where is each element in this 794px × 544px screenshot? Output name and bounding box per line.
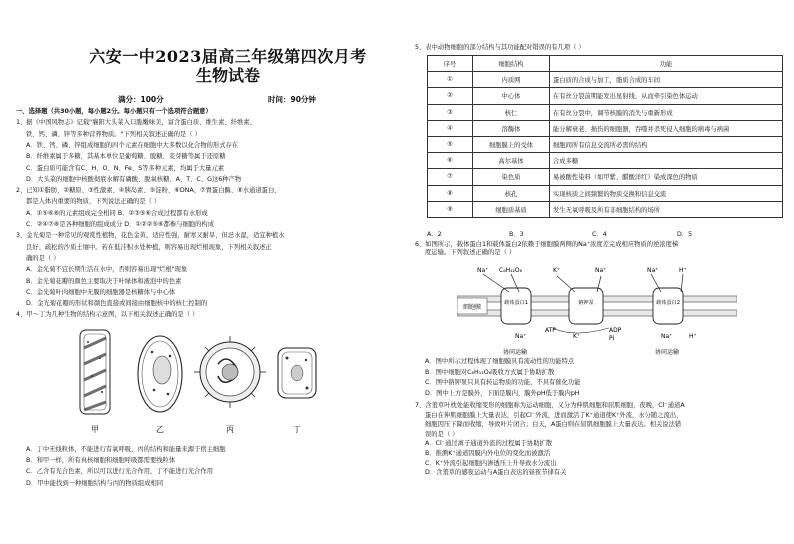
- ion-h-top: H⁺: [679, 267, 687, 274]
- row-function: 在有丝分裂前期能发出星射线，从而牵引染色体运动: [550, 88, 783, 104]
- q6-option: B．图中细胞对C₆H₁₂O₆吸收方式属于协助扩散: [425, 368, 555, 376]
- text-line: 3、金光菊是一种常见的观赏性植物，花色金黄，适应性强，耐寒又耐旱，但忌水湿，适宜种植水: [16, 232, 285, 240]
- text-line: 蛋白在伸肌细胞膜上大量表达，引起Cl⁻外流，进而激活了K⁺通道使K⁺外流，水分随之流出，: [425, 411, 683, 419]
- pump-label: 钠钾泵: [578, 300, 594, 306]
- row-structure: 高尔基体: [473, 153, 550, 169]
- ion-na-2: Na⁺: [595, 267, 607, 274]
- text-line: 确的是（ ）: [26, 254, 60, 262]
- membrane-label: 细胞膜: [462, 304, 482, 311]
- q5-stem: 5、表中动物细胞的部分结构与其功能配对错误的有几项（ ）: [415, 44, 585, 51]
- text-line: D．含羞草的感夜运动与A蛋白表达的昼夜节律有关: [425, 469, 567, 477]
- figure-6-transport: [457, 262, 737, 358]
- co-transport-right: 协同运输: [655, 349, 680, 356]
- text-line: D．甲中能找到一种细胞结构与丙的物质组成相同: [26, 479, 164, 487]
- row-index: ⑥: [428, 153, 473, 169]
- label-yi: 乙: [156, 425, 164, 434]
- text-line: 2、已知①脂肪、②糖原、③性激素、④胰岛素、⑤淀粉、⑥DNA、⑦胃蛋白酶、⑧水通道蛋白，: [16, 187, 281, 195]
- q5-option-c: C．4: [592, 231, 607, 238]
- text-line: D．大头菜的细胞中核酸彻底水解有磷酸、脱氧核糖、A、T、C、G这6种产物: [26, 175, 242, 183]
- table-row: [428, 201, 783, 217]
- glucose-label: C₆H₁₂O₆: [499, 267, 523, 274]
- figure-4-organisms: [70, 328, 320, 440]
- q6-stem-line2: 度运输。下列叙述正确的是（ ）: [425, 249, 516, 256]
- ion-k-top: K⁺: [553, 267, 561, 274]
- table-row: [428, 88, 783, 104]
- carrier-protein-2: [653, 288, 683, 324]
- organism-jia: [80, 330, 110, 414]
- row-structure: 细胞膜上的受体: [473, 136, 550, 152]
- text-line: C．乙含有光合色素，所以可以进行光合作用，丁不能进行光合作用: [26, 468, 214, 476]
- carrier-1-label: 载体蛋白1: [503, 300, 529, 306]
- table-row: [428, 72, 783, 88]
- table-row: [428, 169, 783, 185]
- sodium-potassium-pump: [569, 288, 603, 324]
- carrier-protein-1: [501, 288, 531, 324]
- q6-option: A．图中所示过程体现了细胞膜具有流动性的功能特点: [425, 358, 575, 365]
- carrier-2-label: 载体蛋白2: [655, 300, 681, 306]
- q6-option: C．图中钠钾泵只具有转运物质的功能，不具有催化功能: [425, 379, 581, 386]
- ion-na-1: Na⁺: [477, 267, 489, 274]
- ion-na-bottom-2: Na⁺: [661, 333, 673, 340]
- row-function: 发生无氧呼吸及所有非细胞结构的场所: [550, 201, 783, 217]
- exam-subtitle: 生物试卷: [195, 66, 260, 85]
- text-line: C．②④⑦⑧是各种细胞的组成成分 D．①②②⑤⑥都参与细胞的构成: [26, 221, 214, 228]
- text-line: A．Cl⁻通过离子通道外流的过程属于协助扩散: [425, 440, 553, 448]
- header-structure: 细胞结构: [473, 56, 550, 72]
- co-transport-left: 协同运输: [503, 349, 528, 356]
- ion-na-3: Na⁺: [647, 267, 659, 274]
- text-line: B．推测K⁺通道因膜内外电位的变化而被激活: [425, 450, 551, 457]
- row-function: 合成多糖: [550, 153, 783, 169]
- row-index: ①: [428, 72, 473, 88]
- q5-option-d: D．5: [677, 231, 693, 238]
- text-line: 一、选择题（共30小题，每小题2分。每小题只有一个选项符合题意）: [16, 108, 212, 115]
- organism-yi: [138, 336, 182, 412]
- text-line: A．丁中无线粒体，不能进行有氧呼吸，丙的结构和能量来源于宿主细胞: [26, 446, 226, 453]
- row-structure: 核孔: [473, 185, 550, 201]
- table-row: [428, 104, 783, 120]
- text-line: 4、甲～丁为几种生物的结构示意图，以下相关叙述正确的是（ ）: [16, 311, 199, 319]
- atp-label: ATP: [545, 327, 556, 334]
- q5-option-a: A．2: [427, 231, 442, 238]
- exam-time: 时间：90分钟: [268, 95, 316, 104]
- row-index: ④: [428, 120, 473, 136]
- row-index: ⑨: [428, 201, 473, 217]
- text-line: 1、据《中国风物志》记载"襄阳大头菜入口脆嫩味美，富含蛋白质、维生素、纤维素、: [16, 119, 256, 127]
- label-bing: 丙: [226, 425, 234, 434]
- label-jia: 甲: [91, 425, 99, 434]
- text-line: D．金光菊花瓣的形状和颜色直接或间接由细胞核中的核仁控制的: [26, 300, 208, 308]
- q5-table: [427, 55, 783, 218]
- row-structure: 内质网: [473, 72, 550, 88]
- table-row: [428, 185, 783, 201]
- text-line: B．金光菊花瓣的颜色主要取决于叶绿体和液泡中的色素: [26, 277, 182, 285]
- organism-ding: [278, 348, 316, 398]
- row-index: ⑧: [428, 185, 473, 201]
- text-line: 铁、钙、磷、锌等多种营养物质。"下列相关叙述正确的是（ ）: [26, 130, 201, 138]
- row-index: ⑦: [428, 169, 473, 185]
- organism-bing: [194, 336, 266, 408]
- q6-stem-line1: 6、如图所示，载体蛋白1和载体蛋白2依赖于细胞膜两侧的Na⁺浓度差完成相应物质的逆浓度梯: [415, 241, 679, 248]
- row-index: ⑤: [428, 136, 473, 152]
- row-index: ②: [428, 88, 473, 104]
- row-function: 能分解衰老、损伤的细胞器，吞噬并杀死侵入细胞的病毒与病菌: [550, 120, 783, 136]
- row-structure: 核仁: [473, 104, 550, 120]
- q5-table-header: [428, 56, 783, 72]
- text-line: A．铁、钙、磷、锌组成细胞的四个元素在细胞中大多数以化合物的形式存在: [26, 141, 239, 149]
- row-structure: 染色质: [473, 169, 550, 185]
- row-structure: 中心体: [473, 88, 550, 104]
- ion-h-bottom: H⁺: [689, 333, 697, 340]
- ion-k-bottom: K⁺: [573, 333, 581, 340]
- text-line: C．K⁺外流引起细胞内渗透压上升导致水分流出: [425, 459, 557, 467]
- adp-label: ADP: [609, 327, 622, 334]
- row-function: 在有丝分裂中，调节核膜的消失与重新形成: [550, 104, 783, 120]
- row-structure: 溶酶体: [473, 120, 550, 136]
- q6-option: D．图中上方是膜外，下面是膜内，膜外pH低于膜内pH: [425, 389, 580, 397]
- row-function: 实现核质之间频繁的物质交换和信息交流: [550, 185, 783, 201]
- text-line: 7、含羞草叶枕处能收缩变形的细胞称为运动细胞，又分为伸肌细胞和屈肌细胞，夜晚，Cl⁻通道A: [415, 402, 685, 409]
- text-line: C．金光菊叶肉细胞中无膜的细胞器是核糖体与中心体: [26, 288, 176, 296]
- text-line: 细胞因压下降而收缩，导致叶片闭合；白天，A蛋白则在屈肌细胞膜上大量表达。相关说法错: [425, 421, 682, 429]
- text-line: C．蛋白质可能含有C、H、O、N、Fe、S等多种元素，均属于大量元素: [26, 164, 225, 172]
- row-structure: 细胞质基质: [473, 201, 550, 217]
- full-score: 满分：100分: [118, 95, 164, 104]
- text-line: B．纤维素属于多糖，其基本单位是葡萄糖、脱糖、麦芽糖等属于还原糖: [26, 153, 226, 161]
- text-line: 误的是（ ）: [425, 430, 459, 438]
- text-line: B．和甲一样，所有真核细胞和细胞呼吸都需要线粒体: [26, 457, 176, 465]
- row-function: 蛋白质的合成与加工，脂质合成的车间: [550, 72, 783, 88]
- header-function: 功能: [550, 56, 783, 72]
- ion-na-bottom-1: Na⁺: [515, 333, 527, 340]
- label-ding: 丁: [293, 425, 301, 434]
- header-index: 序号: [428, 56, 473, 72]
- text-line: 都是人体内重要的物质，下列说法正确的是（ ）: [26, 198, 161, 206]
- text-line: A．金光菊不宜长期生活在水中，否则容易出现"烂根"现象: [26, 266, 188, 274]
- q5-option-b: B．3: [509, 231, 524, 238]
- table-row: [428, 153, 783, 169]
- row-function: 易被酸性染料（如甲紫、醋酸洋红）染成深色的物质: [550, 169, 783, 185]
- text-line: 良好、疏松的沙质土壤中。若在低洼积水处种植，则容易出现烂根现象，下列相关叙述正: [26, 243, 272, 251]
- table-row: [428, 136, 783, 152]
- text-line: A．①⑤⑥⑧的元素组成完全相同 B．②③⑤⑥合成过程都有水形成: [26, 209, 208, 217]
- table-row: [428, 120, 783, 136]
- exam-title: 六安一中2023届高三年级第四次月考: [89, 47, 367, 66]
- row-function: 细胞间所有信息交流所必需的结构: [550, 136, 783, 152]
- pi-label: Pi: [609, 335, 615, 342]
- row-index: ③: [428, 104, 473, 120]
